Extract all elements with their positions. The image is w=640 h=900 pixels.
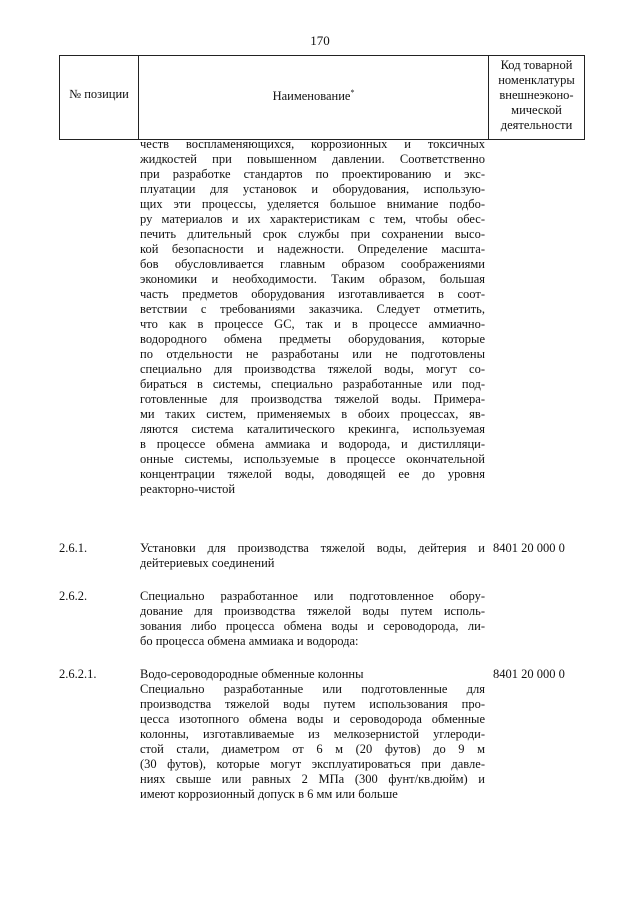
entry-code: 8401 20 000 0 bbox=[493, 667, 565, 681]
text-line: дование для производства тяжелой воды путем исполь- bbox=[140, 604, 485, 618]
text-line: жидкостей при повышенном давлении. Соответственно bbox=[140, 152, 485, 166]
header-position-cell bbox=[60, 56, 139, 140]
text-line: печить длительный срок службы при сохранении высо- bbox=[140, 227, 485, 241]
text-line: ветствии с требованиями заказчика. Следует отметить, bbox=[140, 302, 485, 316]
text-line: имеют коррозионный допуск в 6 мм или больше bbox=[140, 787, 398, 801]
header-name-cell bbox=[139, 56, 489, 140]
text-line: щих эти процессы, уделяется большое внимание подбо- bbox=[140, 197, 485, 211]
text-line: водородного обмена предметы оборудования, которые bbox=[140, 332, 485, 346]
text-line: ляются система каталитического крекинга, используемая bbox=[140, 422, 485, 436]
header-code-line: внешнеэконо- bbox=[499, 88, 574, 102]
header-code-line: номенклатуры bbox=[498, 73, 575, 87]
text-line: Специально разработанные или подготовленные для bbox=[140, 682, 485, 696]
entry-code: 8401 20 000 0 bbox=[493, 541, 565, 555]
header-table bbox=[59, 55, 585, 140]
text-line: Специально разработанное или подготовленное обору- bbox=[140, 589, 485, 603]
text-line: плуатации для установок и оборудования, использую- bbox=[140, 182, 485, 196]
text-line: реакторно-чистой bbox=[140, 482, 236, 496]
header-name-label: Наименование bbox=[272, 89, 351, 103]
entry-position-number: 2.6.1. bbox=[59, 541, 88, 555]
text-line: кой безопасности и надежности. Определение масшта- bbox=[140, 242, 485, 256]
header-code-cell bbox=[489, 56, 585, 140]
text-line: ми таких систем, применяемых в обоих процессах, яв- bbox=[140, 407, 485, 421]
text-line: специально для производства тяжелой воды, могут со- bbox=[140, 362, 485, 376]
text-line: экономики и необходимости. Таким образом, большая bbox=[140, 272, 485, 286]
text-line: в процессе обмена аммиака и водорода, и дистилляци- bbox=[140, 437, 485, 451]
header-code-line: мической bbox=[511, 103, 562, 117]
text-line: Установки для производства тяжелой воды, дейтерия и bbox=[140, 541, 485, 555]
text-line: производства тяжелой воды путем использования про- bbox=[140, 697, 485, 711]
text-line: Водо-сероводородные обменные колонны bbox=[140, 667, 364, 681]
text-line: колонны, изготавливаемые из мелкозернистой углероди- bbox=[140, 727, 485, 741]
text-line: бов обусловливается главным образом соображениями bbox=[140, 257, 485, 271]
text-line: честв воспламеняющихся, коррозионных и токсичных bbox=[140, 137, 485, 151]
text-line: готовленные для производства тяжелой воды. Примера- bbox=[140, 392, 485, 406]
text-line: что как в процессе GC, так и в процессе аммиачно- bbox=[140, 317, 485, 331]
entry-position-number: 2.6.2.1. bbox=[59, 667, 97, 681]
entry-text bbox=[140, 589, 485, 649]
continuation-paragraph bbox=[140, 137, 485, 497]
text-line: ру материалов и их характеристикам с тем, чтобы обес- bbox=[140, 212, 485, 226]
entry-text bbox=[140, 667, 485, 802]
header-footnote-mark: * bbox=[350, 87, 355, 97]
header-code-line: Код товарной bbox=[500, 58, 573, 72]
text-line: бираться в системы, специально разработанные или под- bbox=[140, 377, 485, 391]
entry-position-number: 2.6.2. bbox=[59, 589, 88, 603]
text-line: часть предметов оборудования изготавливается в соот- bbox=[140, 287, 485, 301]
text-line: дейтериевых соединений bbox=[140, 556, 275, 570]
text-line: онные системы, используемые в процессе окончательной bbox=[140, 452, 485, 466]
text-line: по отдельности не разработаны или не подготовлены bbox=[140, 347, 485, 361]
text-line: концентрации тяжелой воды, доводящей ее до уровня bbox=[140, 467, 485, 481]
text-line: зования либо процесса обмена воды и сероводорода, ли- bbox=[140, 619, 485, 633]
header-position-label: № позиции bbox=[69, 87, 129, 101]
text-line: при разработке стандартов по проектированию и экс- bbox=[140, 167, 485, 181]
entry-text bbox=[140, 541, 485, 571]
text-line: (30 футов), которые могут эксплуатироваться при давле- bbox=[140, 757, 485, 771]
text-line: стой стали, диаметром от 6 м (20 футов) до 9 м bbox=[140, 742, 485, 756]
header-code-line: деятельности bbox=[500, 118, 573, 132]
text-line: цесса изотопного обмена воды и сероводорода обменные bbox=[140, 712, 485, 726]
text-line: ниях свыше или равных 2 МПа (300 фунт/кв.дюйм) и bbox=[140, 772, 485, 786]
text-line: бо процесса обмена аммиака и водорода: bbox=[140, 634, 359, 648]
page-number: 170 bbox=[310, 33, 330, 48]
